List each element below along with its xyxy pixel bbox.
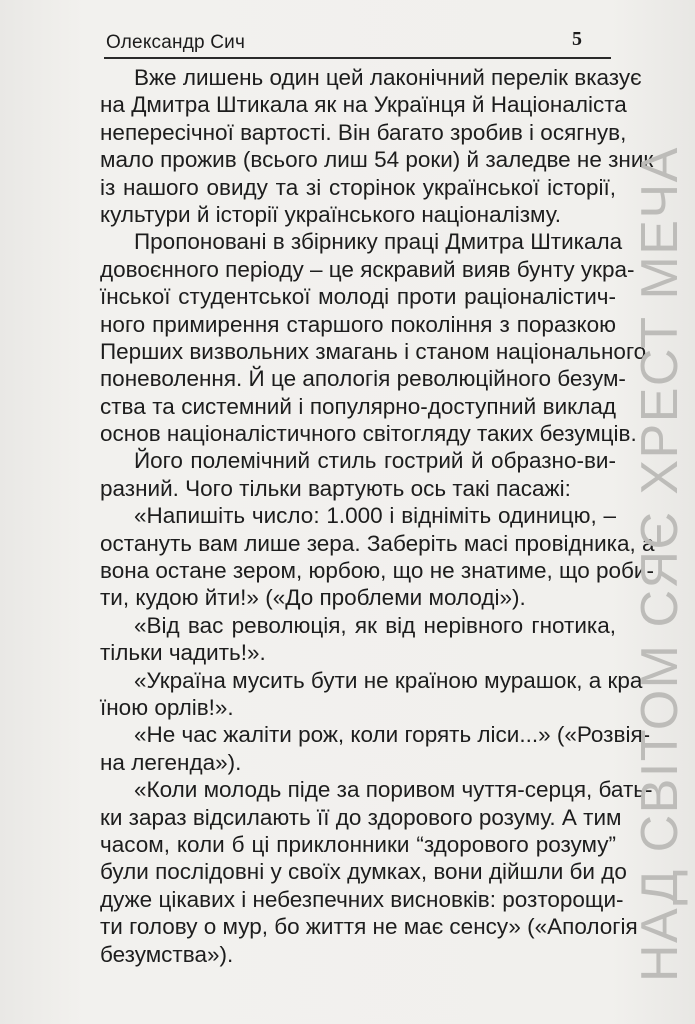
text-line: ства та системний і популярно-доступний виклад [100,393,616,419]
side-title [630,82,690,982]
text-line: на Дмитра Штикала як на Українця й Націоналіста [100,92,627,118]
text-line: ти, кудою йти!» («До проблеми молоді»). [100,585,526,611]
paragraph [100,64,654,228]
quote-paragraph [100,502,655,612]
text-line: мало прожив (всього лиш 54 роки) й заледве не зник [100,147,654,173]
text-line: вона остане зером, юрбою, що не знатиме, що роби- [100,558,654,584]
quote-paragraph [100,667,650,722]
text-line: безумства»). [100,941,234,967]
text-line: їною орлів!». [100,694,234,720]
quote-paragraph [100,776,653,968]
text-line: дуже цікавих і небезпечних висновків: розторощи- [100,886,624,912]
text-line: Пропоновані в збірнику праці Дмитра Штикала [134,229,623,255]
quote-paragraph [100,721,651,776]
text-line: Вже лишень один цей лаконічний перелік вказує [134,65,642,90]
paragraph [100,447,616,502]
text-line: разний. Чого тільки вартують ось такі пасажі: [100,475,571,501]
text-line: ки зараз відсилають її до здорового розуму. А тим [100,804,622,830]
text-line: часом, коли б ці приклонники “здорового розуму” [100,831,616,857]
body-text [100,64,655,968]
page-number: 5 [572,28,582,50]
text-line: основ націоналістичного світогляду таких безумців. [100,421,637,447]
text-line: непересічної вартості. Він багато зробив і осягнув, [100,119,627,145]
text-line: «Україна мусить бути не країною мурашок, а кра- [134,667,650,693]
text-line: остануть вам лише зера. Заберіть масі провідника, а [100,530,655,556]
text-line: «Коли молодь піде за поривом чуття-серця, бать- [134,777,653,803]
text-line: були послідовні у своїх думках, вони дійшли би до [100,859,627,885]
paragraph [100,228,647,447]
text-line: «Не час жаліти рож, коли горять ліси...» («Розвія- [134,722,651,748]
text-line: Перших визвольних змагань і станом національного [100,338,647,364]
header-rule [104,57,611,59]
text-line: «Від вас революція, як від нерівного гнотика, [134,612,616,638]
text-line: їнської студентської молоді проти раціоналістич- [100,284,616,310]
text-line: культури й історії українського націоналізму. [100,201,562,227]
text-line: ного примирення старшого покоління з поразкою [100,311,616,337]
text-line: на легенда»). [100,749,242,775]
text-line: із нашого овиду та зі сторінок української історії, [100,174,616,200]
side-title-text: НАД СВІТОМ СЯЄ ХРЕСТ МЕЧА [631,146,689,982]
quote-paragraph [100,612,616,667]
running-header [104,22,664,56]
text-line: ти голову о мур, бо життя не має сенсу» («Апологія [100,914,638,940]
text-line: тільки чадить!». [100,640,266,666]
text-line: довоєнного періоду – це яскравий вияв бунту укра- [100,256,635,282]
text-line: Його полемічний стиль гострий й образно-ви- [134,448,616,474]
text-line: поневолення. Й це апологія революційного безум- [100,366,626,392]
header-author: Олександр Сич [106,32,246,53]
text-line: «Напишіть число: 1.000 і відніміть одиницю, – [134,503,616,529]
